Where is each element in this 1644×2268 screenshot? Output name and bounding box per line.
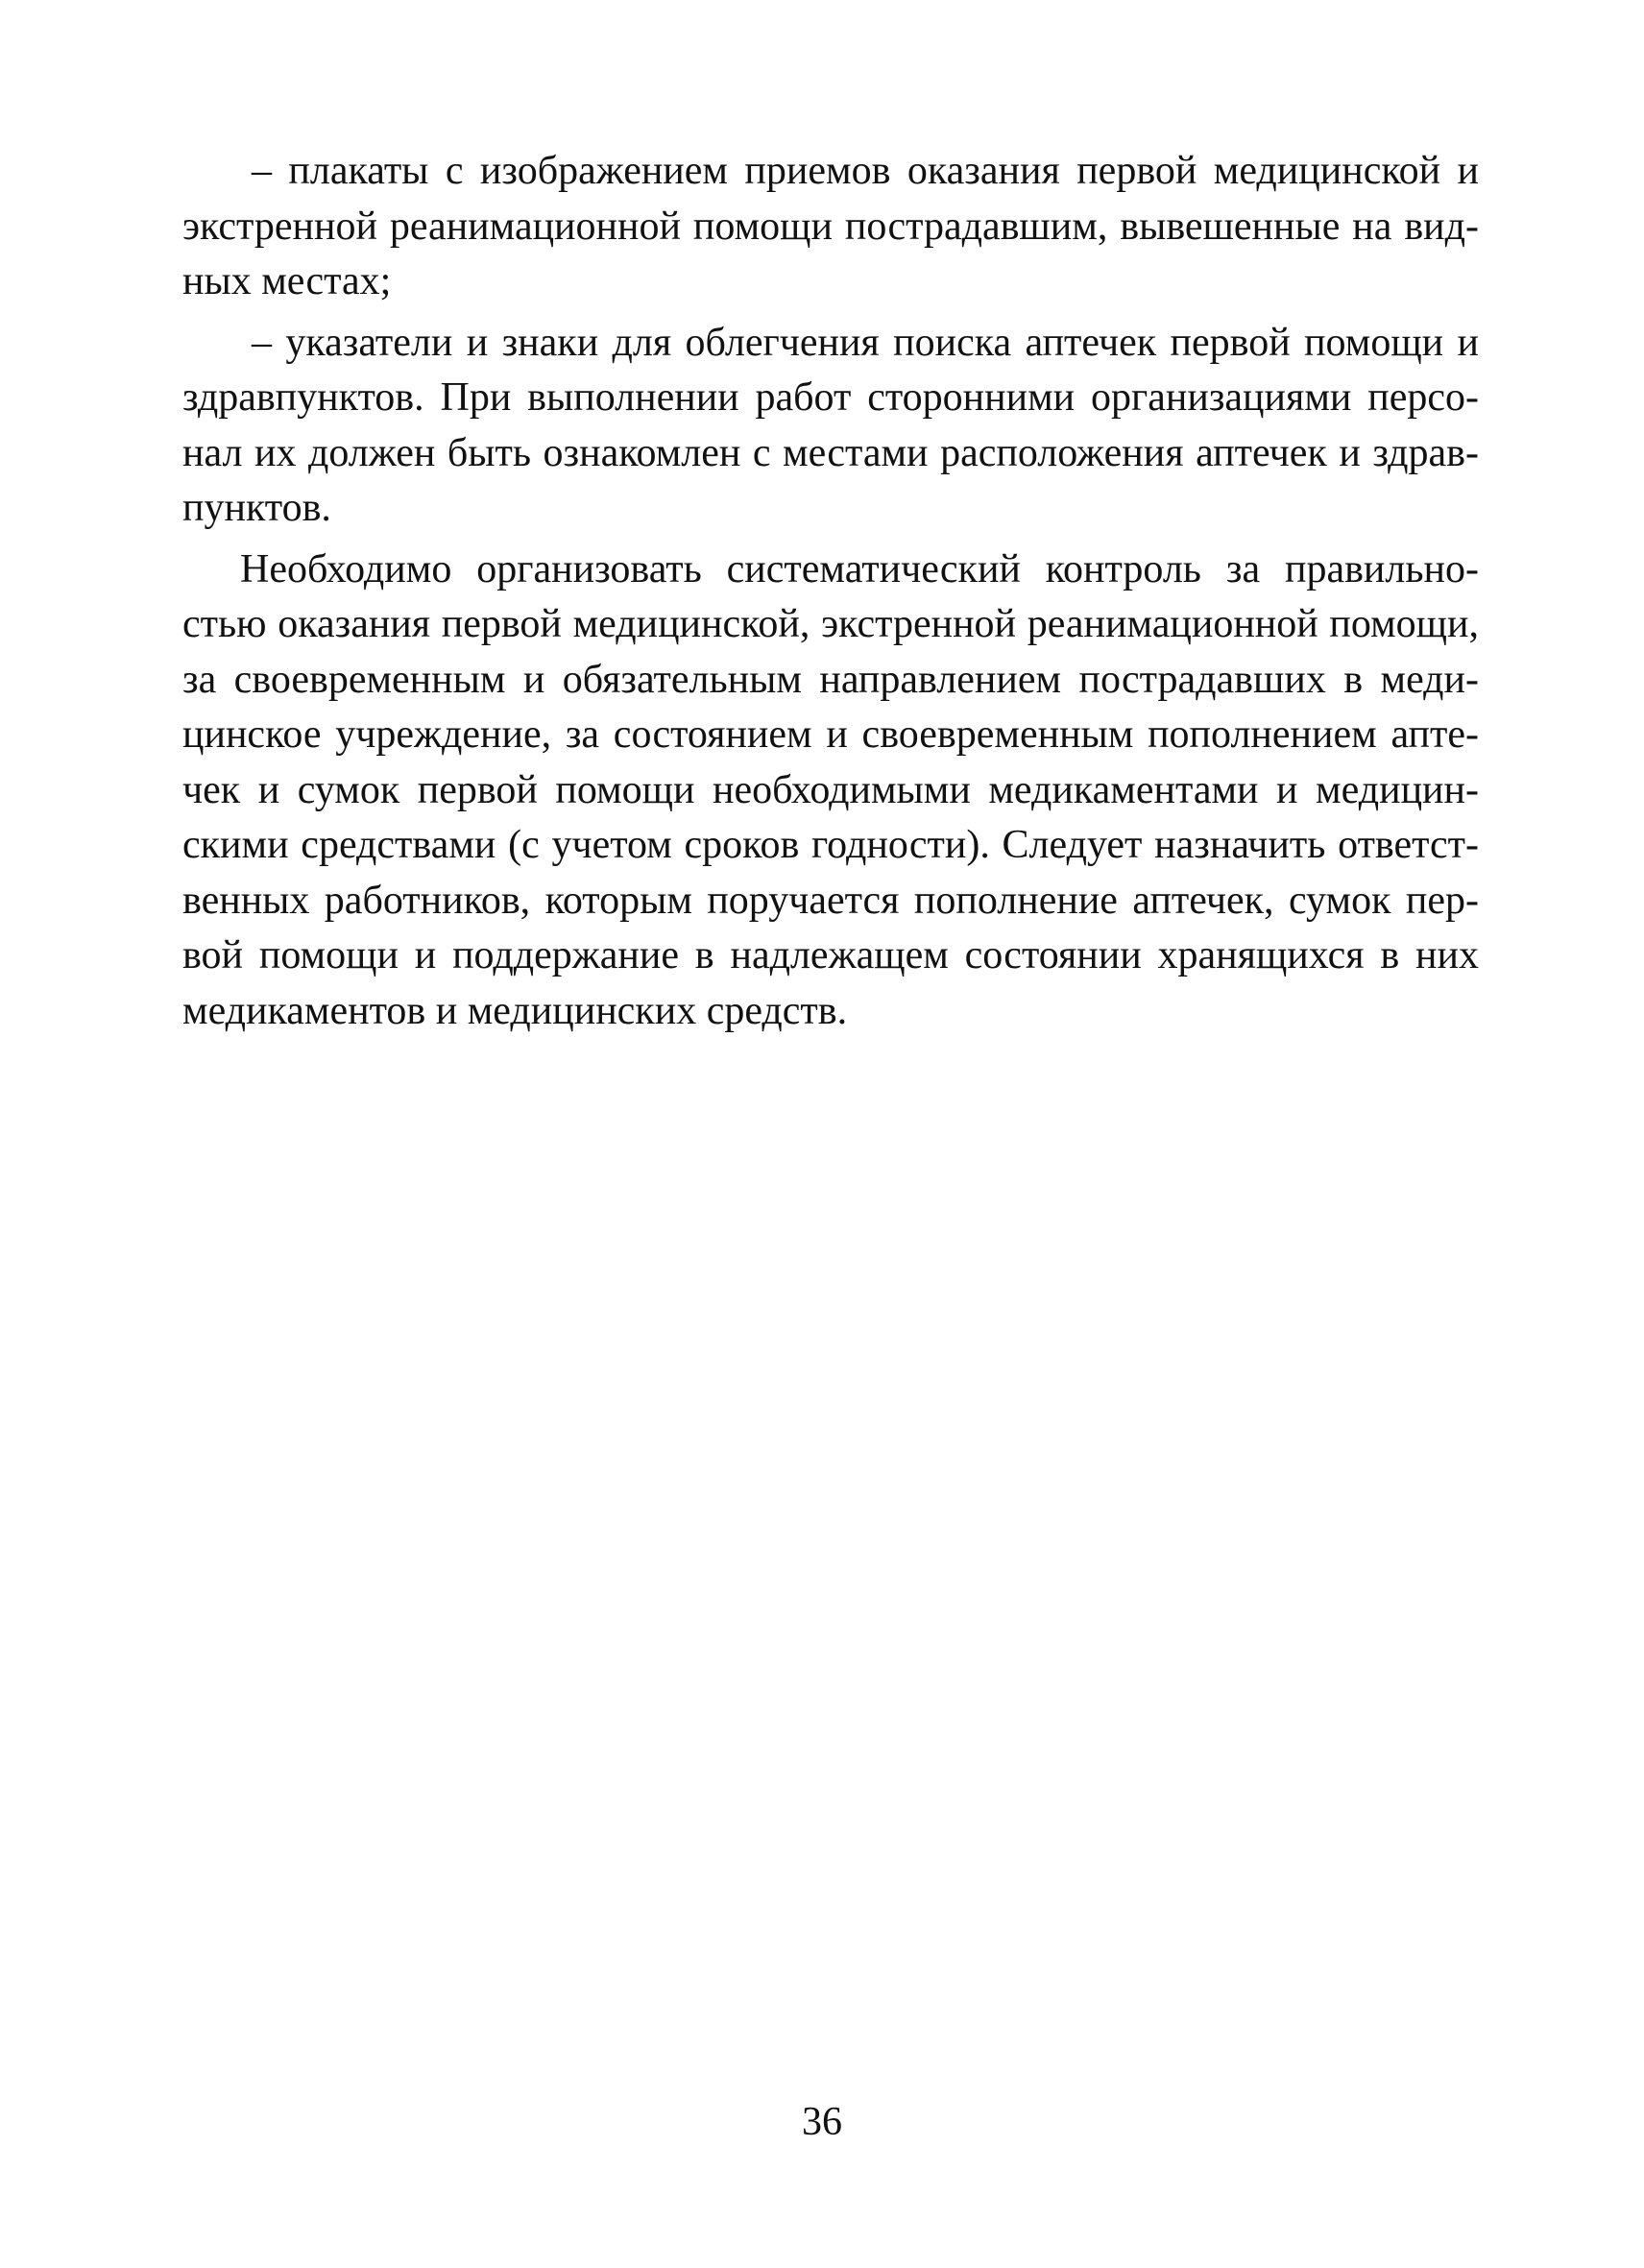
paragraph-control <box>182 543 1479 1040</box>
paragraph-posters <box>182 144 1479 310</box>
paragraph-line: ных местах; <box>182 259 392 303</box>
paragraph-line: Необходимо организовать систематический контроль за правильно- <box>240 546 1479 591</box>
body-text <box>182 144 1479 1045</box>
paragraph-line: скими средствами (с учетом сроков годности). Следует назначить ответст- <box>182 823 1479 867</box>
paragraph-line: нал их должен быть ознакомлен с местами расположения аптечек и здрав- <box>182 430 1479 475</box>
paragraph-line: здравпунктов. При выполнении работ сторонними организациями персо- <box>182 375 1479 420</box>
paragraph-line: – указатели и знаки для облегчения поиска аптечек первой помощи и <box>252 320 1479 365</box>
paragraph-line: чек и сумок первой помощи необходимыми медикаментами и медицин- <box>182 767 1479 812</box>
paragraph-line: медикаментов и медицинских средств. <box>182 988 848 1033</box>
paragraph-signs <box>182 316 1479 537</box>
paragraph-line: экстренной реанимационной помощи пострадавшим, вывешенные на вид- <box>182 204 1479 249</box>
paragraph-line: цинское учреждение, за состоянием и своевременным пополнением апте- <box>182 712 1479 757</box>
page-number: 36 <box>802 2100 842 2144</box>
paragraph-line: стью оказания первой медицинской, экстренной реанимационной помощи, <box>182 602 1479 646</box>
paragraph-line: пунктов. <box>182 486 331 530</box>
paragraph-line: за своевременным и обязательным направлением пострадавших в меди- <box>182 657 1479 702</box>
paragraph-line: венных работников, которым поручается пополнение аптечек, сумок пер- <box>182 878 1479 923</box>
paragraph-line: вой помощи и поддержание в надлежащем состоянии хранящихся в них <box>182 933 1479 977</box>
paragraph-line: – плакаты с изображением приемов оказания первой медицинской и <box>252 149 1479 193</box>
